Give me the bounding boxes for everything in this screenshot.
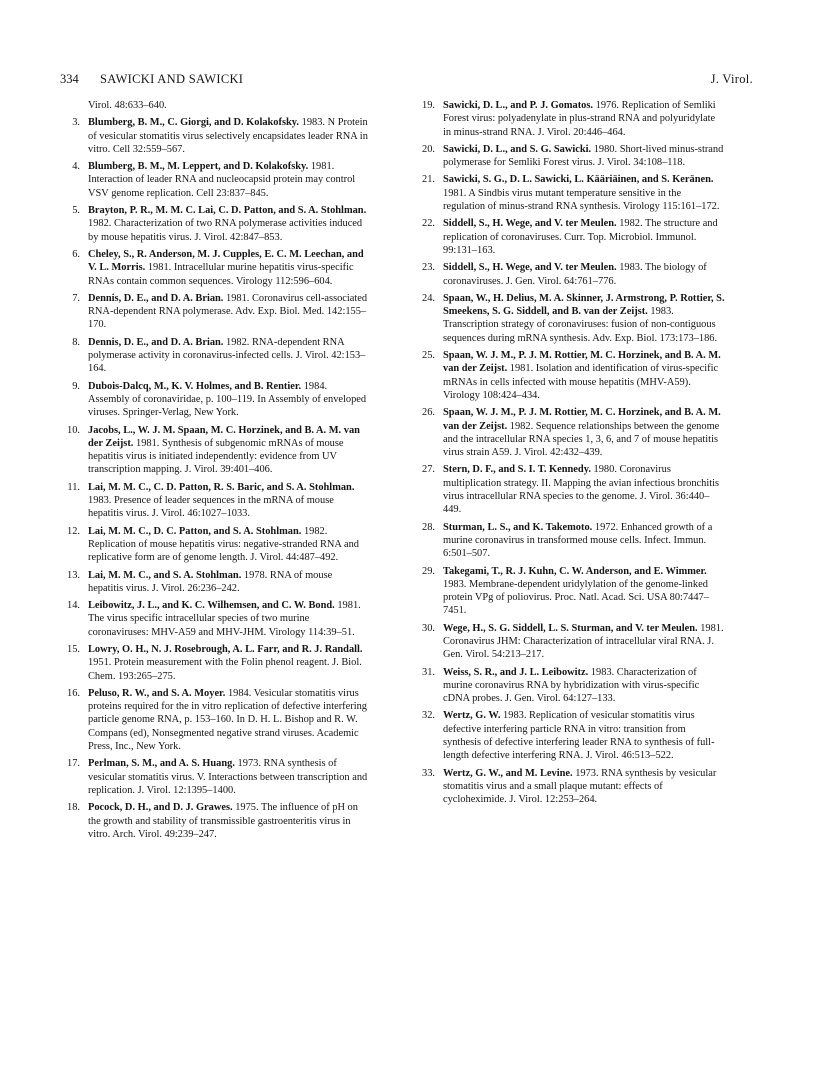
reference-text: 1982. Sequence relationships between the genome and the intracellular RNA species 1, 3, 6, and 7 of mouse hepatitis virus strain A59. J. Virol. 42:432–439. xyxy=(443,420,720,459)
reference-number: 21. xyxy=(422,174,435,186)
reference-number: 28. xyxy=(422,521,435,533)
reference-text: 1980. Short-lived minus-strand polymerase for Semliki Forest virus. J. Virol. 34:108–118. xyxy=(443,143,724,169)
reference-item xyxy=(417,521,725,561)
page-header xyxy=(60,72,753,90)
reference-text: 1983. Transcription strategy of coronaviruses: fusion of non-contiguous sequences during mRNA synthesis. Adv. Exp. Biol. 173:173–186. xyxy=(443,306,718,344)
reference-text: 1983. The biology of coronaviruses. J. Gen. Virol. 64:761–776. xyxy=(443,262,707,287)
reference-authors: Wertz, G. W. xyxy=(443,710,501,722)
reference-text: 1983. Membrane-dependent uridylylation of the genome-linked protein VPg of poliovirus. Proc. Natl. Acad. Sci. USA 80:7447–7451. xyxy=(443,578,709,617)
reference-item xyxy=(417,406,725,459)
reference-authors: Perlman, S. M., and A. S. Huang. xyxy=(88,758,235,770)
reference-item xyxy=(417,173,725,213)
reference-text: 1983. Replication of vesicular stomatitis virus defective interfering particle RNA in vitro: transition from synthesis of defective interfering leader RNA to synthesis of full-length defective interfering RNA. J. Virol. 46:513–522. xyxy=(443,710,715,762)
reference-number: 33. xyxy=(422,767,435,779)
reference-authors: Lai, M. M. C., C. D. Patton, R. S. Baric, and S. A. Stohlman. xyxy=(88,481,355,493)
reference-text: 1981. Synthesis of subgenomic mRNAs of mouse hepatitis virus is initiated independently: evidence from UV transcription mapping. J. Virol. 39:401–406. xyxy=(88,437,344,476)
reference-item xyxy=(417,292,725,345)
reference-item xyxy=(417,143,725,170)
reference-number: 16. xyxy=(67,687,80,699)
reference-authors: Spaan, W., H. Delius, M. A. Skinner, J. Armstrong, P. Rottier, S. Smeekens, S. G. Siddell, and B. van der Zeijst. xyxy=(443,292,725,318)
reference-authors: Lai, M. M. C., D. C. Patton, and S. A. Stohlman. xyxy=(88,525,302,537)
reference-authors: Sawicki, S. G., D. L. Sawicki, L. Kääriäinen, and S. Keränen. xyxy=(443,174,714,186)
reference-number: 5. xyxy=(72,205,80,217)
reference-item xyxy=(417,217,725,257)
reference-text: 1981. A Sindbis virus mutant temperature sensitive in the regulation of minus-strand RNA synthesis. Virology 115:161–172. xyxy=(443,187,720,213)
reference-item xyxy=(417,709,725,762)
reference-number: 29. xyxy=(422,565,435,577)
reference-item xyxy=(417,622,725,662)
reference-number: 7. xyxy=(72,292,80,304)
reference-authors: Leibowitz, J. L., and K. C. Wilhemsen, and C. W. Bond. xyxy=(88,600,335,612)
reference-item xyxy=(417,349,725,402)
reference-item xyxy=(62,424,370,477)
reference-number: 3. xyxy=(72,117,80,129)
reference-authors: Spaan, W. J. M., P. J. M. Rottier, M. C. Horzinek, and B. A. M. van der Zeijst. xyxy=(443,350,721,375)
reference-item xyxy=(62,116,370,156)
reference-number: 32. xyxy=(422,710,435,722)
reference-authors: Blumberg, B. M., C. Giorgi, and D. Kolakofsky. xyxy=(88,117,300,129)
reference-text: 1983. Presence of leader sequences in the mRNA of mouse hepatitis virus. J. Virol. 46:1027–1033. xyxy=(88,495,334,520)
reference-authors: Peluso, R. W., and S. A. Moyer. xyxy=(88,687,226,699)
reference-number: 22. xyxy=(422,218,435,230)
reference-authors: Wertz, G. W., and M. Levine. xyxy=(443,767,573,779)
reference-number: 8. xyxy=(72,336,80,348)
reference-number: 17. xyxy=(67,758,80,770)
reference-item xyxy=(62,801,370,841)
reference-number: 31. xyxy=(422,666,435,678)
reference-text: 1981. The virus specific intracellular species of two murine coronaviruses: MHV-A59 and MHV-JHM. Virology 114:39–51. xyxy=(88,600,361,638)
reference-text: 1973. RNA synthesis by vesicular stomatitis virus and a small plaque mutant: effects of cycloheximide. J. Virol. 12:253–264. xyxy=(443,767,717,806)
page-number: 334 xyxy=(60,72,79,86)
reference-number: 12. xyxy=(67,525,80,537)
reference-authors: Spaan, W. J. M., P. J. M. Rottier, M. C. Horzinek, and B. A. M. van der Zeijst. xyxy=(443,407,721,432)
reference-item xyxy=(62,687,370,753)
reference-authors: Siddell, S., H. Wege, and V. ter Meulen. xyxy=(443,218,617,230)
reference-item xyxy=(417,666,725,706)
reference-text: 1982. Characterization of two RNA polymerase activities induced by mouse hepatitis virus. J. Virol. 42:847–853. xyxy=(88,218,363,243)
reference-authors: Pocock, D. H., and D. J. Grawes. xyxy=(88,802,233,814)
reference-continuation: Virol. 48:633–640. xyxy=(88,100,167,111)
reference-authors: Blumberg, B. M., M. Leppert, and D. Kolakofsky. xyxy=(88,161,309,173)
reference-authors: Weiss, S. R., and J. L. Leibowitz. xyxy=(443,666,589,678)
reference-number: 9. xyxy=(72,380,80,392)
reference-number: 20. xyxy=(422,143,435,155)
reference-item xyxy=(62,380,370,420)
reference-authors: Brayton, P. R., M. M. C. Lai, C. D. Patton, and S. A. Stohlman. xyxy=(88,205,367,217)
reference-item xyxy=(62,204,370,244)
reference-authors: Stern, D. F., and S. I. T. Kennedy. xyxy=(443,464,591,476)
reference-item xyxy=(62,336,370,376)
reference-item xyxy=(417,261,725,288)
reference-number: 25. xyxy=(422,350,435,362)
reference-text: 1981. Coronavirus cell-associated RNA-dependent RNA polymerase. Adv. Exp. Biol. Med. 142:155–170. xyxy=(88,292,368,331)
reference-number: 10. xyxy=(67,424,80,436)
reference-text: 1951. Protein measurement with the Folin phenol reagent. J. Biol. Chem. 193:265–275. xyxy=(88,657,362,682)
reference-text: 1978. RNA of mouse hepatitis virus. J. Virol. 26:236–242. xyxy=(88,569,333,594)
reference-text: 1982. The structure and replication of coronaviruses. Curr. Top. Microbiol. Immunol. 99:131–163. xyxy=(443,218,718,256)
reference-authors: Siddell, S., H. Wege, and V. ter Meulen. xyxy=(443,262,617,274)
running-head-journal: J. Virol. xyxy=(710,72,753,86)
reference-number: 4. xyxy=(72,161,80,173)
reference-authors: Lowry, O. H., N. J. Rosebrough, A. L. Farr, and R. J. Randall. xyxy=(88,643,363,655)
reference-text: 1982. Replication of mouse hepatitis virus: negative-stranded RNA and replicative form are of genome length. J. Virol. 44:487–492. xyxy=(88,525,359,564)
reference-item xyxy=(62,525,370,565)
reference-number: 15. xyxy=(67,643,80,655)
reference-authors: Sturman, L. S., and K. Takemoto. xyxy=(443,521,593,533)
reference-number: 24. xyxy=(422,292,435,304)
reference-text: 1975. The influence of pH on the growth and stability of transmissible gastroenteritis virus in vitro. Arch. Virol. 49:239–247. xyxy=(88,802,358,840)
reference-text: 1973. RNA synthesis of vesicular stomatitis virus. V. Interactions between transcription and replication. J. Virol. 12:1395–1400. xyxy=(88,758,368,796)
reference-item xyxy=(417,99,725,139)
reference-text: 1981. Intracellular murine hepatitis virus-specific RNAs contain common sequences. Virology 112:596–604. xyxy=(88,262,354,287)
reference-number: 19. xyxy=(422,100,435,111)
reference-text: 1982. RNA-dependent RNA polymerase activity in coronavirus-infected cells. J. Virol. 42:153–164. xyxy=(88,336,366,375)
reference-item xyxy=(62,160,370,200)
reference-text: 1984. Assembly of coronaviridae, p. 100–119. In Assembly of enveloped viruses. Springer-Verlag, New York. xyxy=(88,380,367,419)
reference-text: 1983. N Protein of vesicular stomatitis virus selectively encapsidates leader RNA in vitro. Cell 32:559–567. xyxy=(88,117,368,155)
reference-text: 1981. Interaction of leader RNA and nucleocapsid protein may control VSV genome replication. Cell 23:837–845. xyxy=(88,161,356,199)
reference-item xyxy=(62,292,370,332)
reference-number: 23. xyxy=(422,262,435,274)
reference-authors: Sawicki, D. L., and S. G. Sawicki. xyxy=(443,143,592,155)
reference-column-left xyxy=(62,99,370,845)
reference-item xyxy=(417,767,725,807)
reference-item xyxy=(62,599,370,639)
reference-column-right xyxy=(417,99,725,811)
reference-authors: Lai, M. M. C., and S. A. Stohlman. xyxy=(88,569,242,581)
reference-authors: Sawicki, D. L., and P. J. Gomatos. xyxy=(443,100,594,111)
reference-authors: Dubois-Dalcq, M., K. V. Holmes, and B. Rentier. xyxy=(88,380,302,392)
running-head-authors: SAWICKI AND SAWICKI xyxy=(100,72,244,86)
reference-authors: Wege, H., S. G. Siddell, L. S. Sturman, and V. ter Meulen. xyxy=(443,622,698,634)
reference-item xyxy=(62,481,370,521)
reference-item xyxy=(62,248,370,288)
reference-authors: Dennis, D. E., and D. A. Brian. xyxy=(88,292,224,304)
reference-number: 6. xyxy=(72,248,80,260)
reference-text: 1972. Enhanced growth of a murine coronavirus in transformed mouse cells. Infect. Immun. 6:501–507. xyxy=(443,521,713,560)
reference-number: 11. xyxy=(67,481,80,493)
reference-number: 14. xyxy=(67,600,80,612)
reference-item xyxy=(62,569,370,596)
reference-text: 1983. Characterization of murine coronavirus RNA by hybridization with virus-specific cDNA probes. J. Gen. Virol. 64:127–133. xyxy=(443,666,700,705)
reference-authors: Takegami, T., R. J. Kuhn, C. W. Anderson, and E. Wimmer. xyxy=(443,565,707,577)
reference-text: 1976. Replication of Semliki Forest virus: polyadenylate in plus-strand RNA and polyuridylate in minus-strand RNA. J. Virol. 20:446–464. xyxy=(443,100,716,138)
reference-text: 1984. Vesicular stomatitis virus proteins required for the in vitro replication of defective interfering particle genome RNA, p. 153–160. In D. H. L. Bishop and R. W. Compans (ed), Nonsegmented negative strand viruses. Academic Press, Inc., New York. xyxy=(88,687,367,753)
reference-item xyxy=(62,643,370,683)
reference-text: 1980. Coronavirus multiplication strategy. II. Mapping the avian infectious bronchitis virus intracellular RNA species to the genome. J. Virol. 36:440–449. xyxy=(443,464,720,516)
reference-number: 27. xyxy=(422,464,435,476)
reference-item xyxy=(62,757,370,797)
reference-number: 13. xyxy=(67,569,80,581)
reference-text: 1981. Isolation and identification of virus-specific mRNAs in cells infected with mouse hepatitis (MHV-A59). Virology 108:424–434. xyxy=(443,363,719,401)
reference-item xyxy=(417,463,725,516)
reference-authors: Jacobs, L., W. J. M. Spaan, M. C. Horzinek, and B. A. M. van der Zeijst. xyxy=(88,424,360,449)
reference-number: 26. xyxy=(422,407,435,419)
reference-text: 1981. Coronavirus JHM: Characterization of intracellular viral RNA. J. Gen. Virol. 54:213–217. xyxy=(443,622,724,661)
reference-item xyxy=(417,565,725,618)
reference-authors: Dennis, D. E., and D. A. Brian. xyxy=(88,336,224,348)
reference-number: 30. xyxy=(422,622,435,634)
reference-number: 18. xyxy=(67,802,80,814)
reference-authors: Cheley, S., R. Anderson, M. J. Cupples, E. C. M. Leechan, and V. L. Morris. xyxy=(88,248,364,274)
